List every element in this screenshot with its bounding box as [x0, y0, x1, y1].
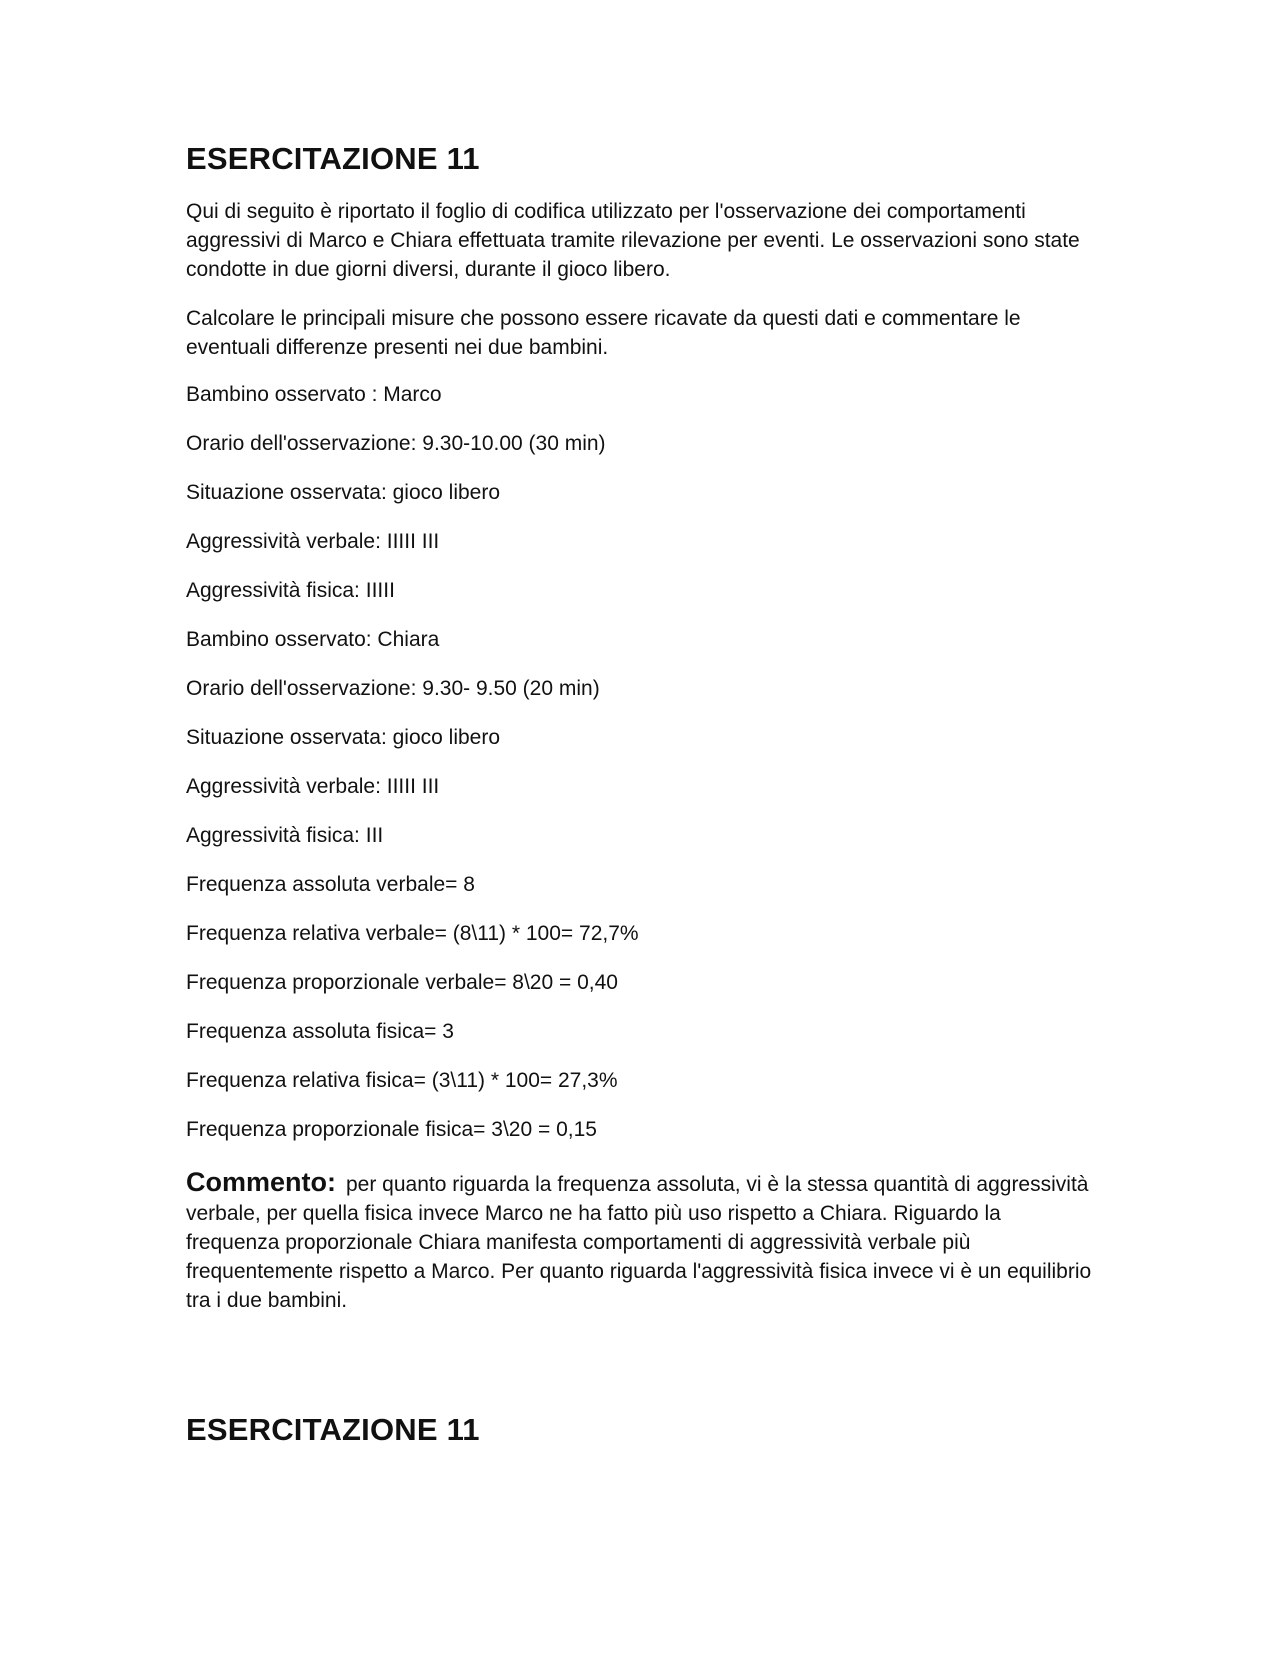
intro-paragraph: Qui di seguito è riportato il foglio di codifica utilizzato per l'osservazione dei comportamenti aggressivi di Marco e Chiara effettuata tramite rilevazione per eventi. Le osservazioni sono state condotte in due giorni diversi, durante il gioco libero. [186, 200, 1080, 281]
instruction-paragraph: Calcolare le principali misure che possono essere ricavate da questi dati e commentare le eventuali differenze presenti nei due bambini. [186, 307, 1021, 359]
comment-paragraph [186, 1168, 1096, 1315]
relative-frequency-verbal: Frequenza relativa verbale= (8\11) * 100= 72,7% [186, 922, 639, 945]
next-page-title: ESERCITAZIONE 11 [186, 1412, 480, 1447]
observation-time-chiara: Orario dell'osservazione: 9.30- 9.50 (20 min) [186, 677, 600, 700]
observed-situation-marco: Situazione osservata: gioco libero [186, 481, 501, 504]
proportional-frequency-verbal: Frequenza proporzionale verbale= 8\20 = 0,40 [186, 971, 618, 994]
absolute-frequency-physical: Frequenza assoluta fisica= 3 [186, 1020, 454, 1043]
observation-data [186, 380, 1096, 1144]
observed-situation-chiara: Situazione osservata: gioco libero [186, 726, 501, 749]
page-content [186, 140, 1096, 1336]
physical-aggression-chiara: Aggressività fisica: III [186, 824, 384, 847]
verbal-aggression-marco: Aggressività verbale: IIIII III [186, 530, 440, 553]
proportional-frequency-physical: Frequenza proporzionale fisica= 3\20 = 0,15 [186, 1118, 597, 1141]
observed-child-marco: Bambino osservato : Marco [186, 383, 442, 406]
verbal-aggression-chiara: Aggressività verbale: IIIII III [186, 775, 440, 798]
page-title: ESERCITAZIONE 11 [186, 141, 480, 176]
absolute-frequency-verbal: Frequenza assoluta verbale= 8 [186, 873, 475, 896]
comment-text: per quanto riguarda la frequenza assoluta, vi è la stessa quantità di aggressività verbale, per quella fisica invece Marco ne ha fatto più uso rispetto a Chiara. Riguardo la frequenza proporzionale Chiara manifesta comportamenti di aggressività verbale più frequentemente rispetto a Marco. Per quanto riguarda l'aggressività fisica invece vi è un equilibrio tra i due bambini. [186, 1173, 1092, 1312]
relative-frequency-physical: Frequenza relativa fisica= (3\11) * 100= 27,3% [186, 1069, 618, 1092]
observation-time-marco: Orario dell'osservazione: 9.30-10.00 (30 min) [186, 432, 606, 455]
comment-label: Commento: [186, 1167, 336, 1197]
observed-child-chiara: Bambino osservato: Chiara [186, 628, 440, 651]
physical-aggression-marco: Aggressività fisica: IIIII [186, 579, 395, 602]
